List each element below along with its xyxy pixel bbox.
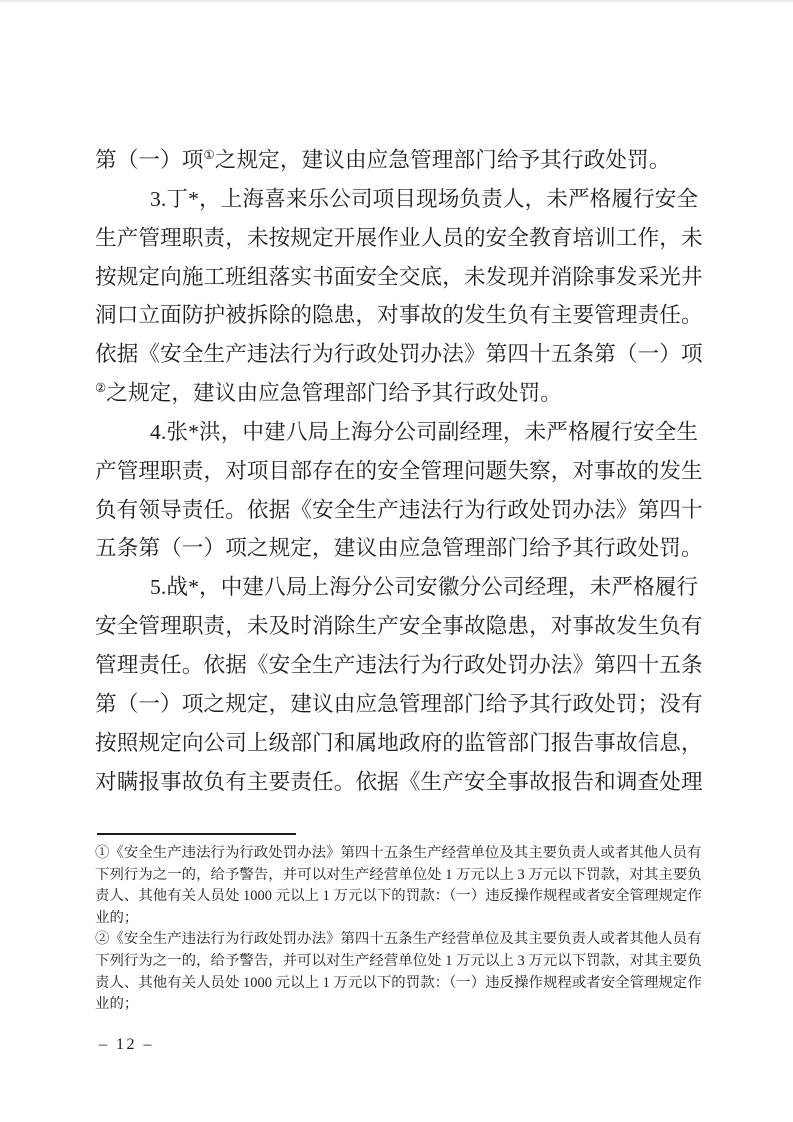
footnote-line: 业的； [95, 996, 139, 1013]
body-line: 生产管理职责，未按规定开展作业人员的安全教育培训工作，未 [95, 225, 703, 250]
body-line: 按照规定向公司上级部门和属地政府的监管部门报告事故信息， [95, 730, 703, 755]
document-body [95, 141, 703, 801]
body-line: 洞口立面防护被拆除的隐患，对事故的发生负有主要管理责任。 [95, 303, 703, 328]
footnote-line: 下列行为之一的，给予警告，并可以对生产经营单位处 1 万元以上 3 万元以下罚款，对其主要负 [95, 952, 702, 969]
body-line: 管理责任。依据《安全生产违法行为行政处罚办法》第四十五条 [95, 652, 703, 677]
footnote-line: ②《安全生产违法行为行政处罚办法》第四十五条生产经营单位及其主要负责人或者其他人员有 [95, 931, 702, 948]
footnote-line: 下列行为之一的，给予警告，并可以对生产经营单位处 1 万元以上 3 万元以下罚款，对其主要负 [95, 866, 702, 883]
footnote-separator [97, 833, 296, 835]
body-line: 安全管理职责，未及时消除生产安全事故隐患，对事故发生负有 [95, 614, 703, 639]
footnote-line: ①《安全生产违法行为行政处罚办法》第四十五条生产经营单位及其主要负责人或者其他人员有 [95, 845, 702, 861]
body-line: ②之规定，建议由应急管理部门给予其行政处罚。 [95, 380, 562, 406]
body-line: 负有领导责任。依据《安全生产违法行为行政处罚办法》第四十 [95, 497, 703, 522]
body-line: 依据《安全生产违法行为行政处罚办法》第四十五条第（一）项 [95, 342, 703, 367]
body-line: 第（一）项之规定，建议由应急管理部门给予其行政处罚；没有 [95, 691, 703, 716]
page-top-edge [0, 0, 793, 2]
footnote-line: 责人、其他有关人员处 1000 元以上 1 万元以下的罚款：（一）违反操作规程或者安全管理规定作 [95, 888, 702, 905]
body-line: 第（一）项①之规定，建议由应急管理部门给予其行政处罚。 [95, 147, 671, 172]
footnotes [95, 843, 703, 1016]
body-line: 3.丁*，上海喜来乐公司项目现场负责人，未严格履行安全 [150, 186, 699, 211]
body-line: 对瞒报事故负有主要责任。依据《生产安全事故报告和调查处理 [95, 769, 703, 794]
footnote-line: 责人、其他有关人员处 1000 元以上 1 万元以下的罚款：（一）违反操作规程或者安全管理规定作 [95, 974, 702, 991]
footnote-line: 业的； [95, 909, 139, 926]
page-number: – 12 – [99, 1036, 154, 1053]
footnote-reference-mark: ② [95, 380, 107, 395]
body-line: 产管理职责，对项目部存在的安全管理问题失察，对事故的发生 [95, 458, 703, 483]
body-line: 按规定向施工班组落实书面安全交底，未发现并消除事发采光井 [95, 264, 703, 289]
body-line: 4.张*洪，中建八局上海分公司副经理，未严格履行安全生 [150, 419, 699, 444]
footnote-reference-mark: ① [203, 147, 215, 162]
body-line: 五条第（一）项之规定，建议由应急管理部门给予其行政处罚。 [95, 536, 703, 561]
body-line: 5.战*，中建八局上海分公司安徽分公司经理，未严格履行 [150, 575, 699, 600]
